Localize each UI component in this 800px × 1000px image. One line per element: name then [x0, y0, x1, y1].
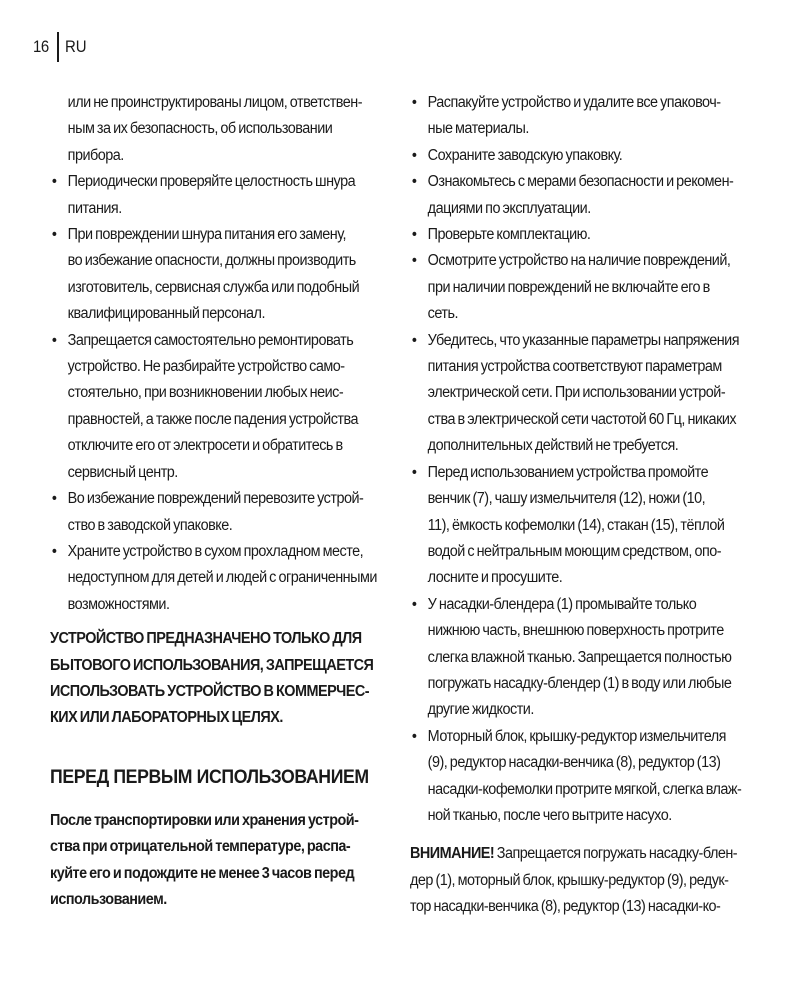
text-line: • Сохраните заводскую упаковку.	[427, 146, 623, 164]
text-line: ные материалы.	[427, 120, 529, 138]
text-line: ства при отрицательной температуре, распа-	[50, 838, 351, 856]
text-line: • Моторный блок, крышку-редуктор измельчителя	[427, 727, 726, 745]
text-line: электрической сети. При использовании устрой-	[427, 384, 726, 402]
text-line: прибора.	[67, 146, 124, 164]
text-line: • Во избежание повреждений перевозите устрой-	[67, 490, 364, 508]
text-line: • Запрещается самостоятельно ремонтировать	[67, 331, 354, 349]
left-column	[50, 90, 390, 913]
text-line: венчик (7), чашу измельчителя (12), ножи (10,	[427, 490, 706, 508]
text-line: тор насадки-венчика (8), редуктор (13) насадки-ко-	[410, 898, 721, 916]
text-line: ИСПОЛЬЗОВАТЬ УСТРОЙСТВО В КОММЕРЧЕС-	[50, 682, 370, 700]
text-line: другие жидкости.	[427, 701, 534, 719]
list-item	[50, 539, 377, 618]
list-item	[410, 460, 737, 592]
text-line: • Ознакомьтесь с мерами безопасности и рекомен-	[427, 173, 734, 191]
text-line: • Распакуйте устройство и удалите все упаковоч-	[427, 94, 721, 111]
household-use-warning	[50, 626, 374, 732]
list-item	[410, 169, 737, 222]
text-line: ство в заводской упаковке.	[67, 516, 233, 534]
section-heading: ПЕРЕД ПЕРВЫМ ИСПОЛЬЗОВАНИЕМ	[50, 766, 369, 788]
list-item	[410, 248, 737, 327]
text-line: • Перед использованием устройства промойте	[427, 463, 709, 481]
text-line: водой с нейтральным моющим средством, опо-	[427, 542, 722, 560]
text-line: при наличии повреждений не включайте его в	[427, 278, 710, 296]
text-line	[410, 841, 737, 867]
text-line: (9), редуктор насадки-венчика (8), редуктор (13)	[427, 754, 721, 772]
right-column	[410, 90, 762, 921]
text-line: изготовитель, сервисная служба или подобный	[67, 278, 360, 296]
text-line: во избежание опасности, должны производить	[67, 252, 356, 270]
text-line: дациями по эксплуатации.	[427, 199, 591, 217]
text-line: куйте его и подождите не менее 3 часов перед	[50, 864, 355, 882]
list-item	[410, 90, 737, 143]
text-line: • Периодически проверяйте целостность шнура	[67, 173, 356, 191]
text-line: лосните и просушите.	[427, 569, 563, 587]
text-line: погружать насадку-блендер (1) в воду или любые	[427, 674, 732, 692]
text-line: • У насадки-блендера (1) промывайте только	[427, 595, 697, 613]
left-text-block	[50, 90, 377, 732]
text-line: насадки-кофемолки протрите мягкой, слегка влаж-	[427, 780, 742, 798]
text-line: слегка влажной тканью. Запрещается полностью	[427, 648, 732, 666]
text-line: УСТРОЙСТВО ПРЕДНАЗНАЧЕНО ТОЛЬКО ДЛЯ	[50, 630, 362, 648]
text-line: сервисный центр.	[67, 463, 178, 481]
text-line: • При повреждении шнура питания его замену,	[67, 226, 347, 244]
left-bullet-list	[50, 169, 377, 618]
intro-paragraph	[50, 808, 366, 914]
continuation-paragraph	[50, 90, 366, 169]
text-line: правностей, а также после падения устройства	[67, 410, 358, 428]
text-line: питания устройства соответствуют параметрам	[427, 358, 722, 376]
text-line: недоступном для детей и людей с ограниченными	[67, 569, 377, 587]
text-line: ной тканью, после чего вытрите насухо.	[427, 806, 672, 824]
language-code: RU	[65, 37, 87, 56]
text-line: или не проинструктированы лицом, ответствен-	[67, 94, 363, 111]
text-line: ства в электрической сети частотой 60 Гц, никаких	[427, 410, 737, 428]
text-line: • Храните устройство в сухом прохладном месте,	[67, 542, 364, 560]
list-item	[50, 169, 366, 222]
text-line: питания.	[67, 199, 122, 217]
text-line: сеть.	[427, 305, 458, 323]
page-number: 16	[33, 37, 49, 56]
text-line: отключите его от электросети и обратитесь в	[67, 437, 343, 455]
text-line: • Убедитесь, что указанные параметры напряжения	[427, 331, 740, 349]
text-line: ным за их безопасность, об использовании	[67, 120, 333, 138]
right-bullet-list	[410, 90, 742, 829]
text-line: 11), ёмкость кофемолки (14), стакан (15), тёплой	[427, 516, 725, 534]
text-line: квалифицированный персонал.	[67, 305, 265, 323]
text-line: БЫТОВОГО ИСПОЛЬЗОВАНИЯ, ЗАПРЕЩАЕТСЯ	[50, 656, 374, 674]
list-item	[410, 222, 737, 248]
list-item	[410, 592, 737, 724]
text-line: После транспортировки или хранения устрой-	[50, 811, 359, 829]
list-item	[50, 486, 366, 539]
text-line: дополнительных действий не требуется.	[427, 437, 679, 455]
attention-text: Запрещается погружать насадку-блен-	[494, 845, 738, 863]
attention-label: ВНИМАНИЕ!	[410, 845, 495, 863]
text-line: использованием.	[50, 890, 167, 908]
text-line: • Осмотрите устройство на наличие повреждений,	[427, 252, 731, 270]
list-item	[50, 222, 366, 328]
text-line: КИХ ИЛИ ЛАБОРАТОРНЫХ ЦЕЛЯХ.	[50, 709, 283, 727]
page-header	[33, 34, 90, 60]
list-item	[410, 328, 740, 460]
text-line: нижнюю часть, внешнюю поверхность протрите	[427, 622, 724, 640]
text-line: дер (1), моторный блок, крышку-редуктор (9), редук-	[410, 871, 729, 889]
text-line: устройство. Не разбирайте устройство само-	[67, 358, 345, 376]
attention-note	[410, 841, 737, 920]
list-item	[410, 724, 742, 830]
header-divider	[57, 32, 59, 62]
text-line: • Проверьте комплектацию.	[427, 226, 591, 244]
right-text-block	[410, 90, 742, 921]
text-line: возможностями.	[67, 595, 170, 613]
text-line: стоятельно, при возникновении любых неис-	[67, 384, 344, 402]
list-item	[410, 143, 737, 169]
list-item	[50, 328, 366, 486]
